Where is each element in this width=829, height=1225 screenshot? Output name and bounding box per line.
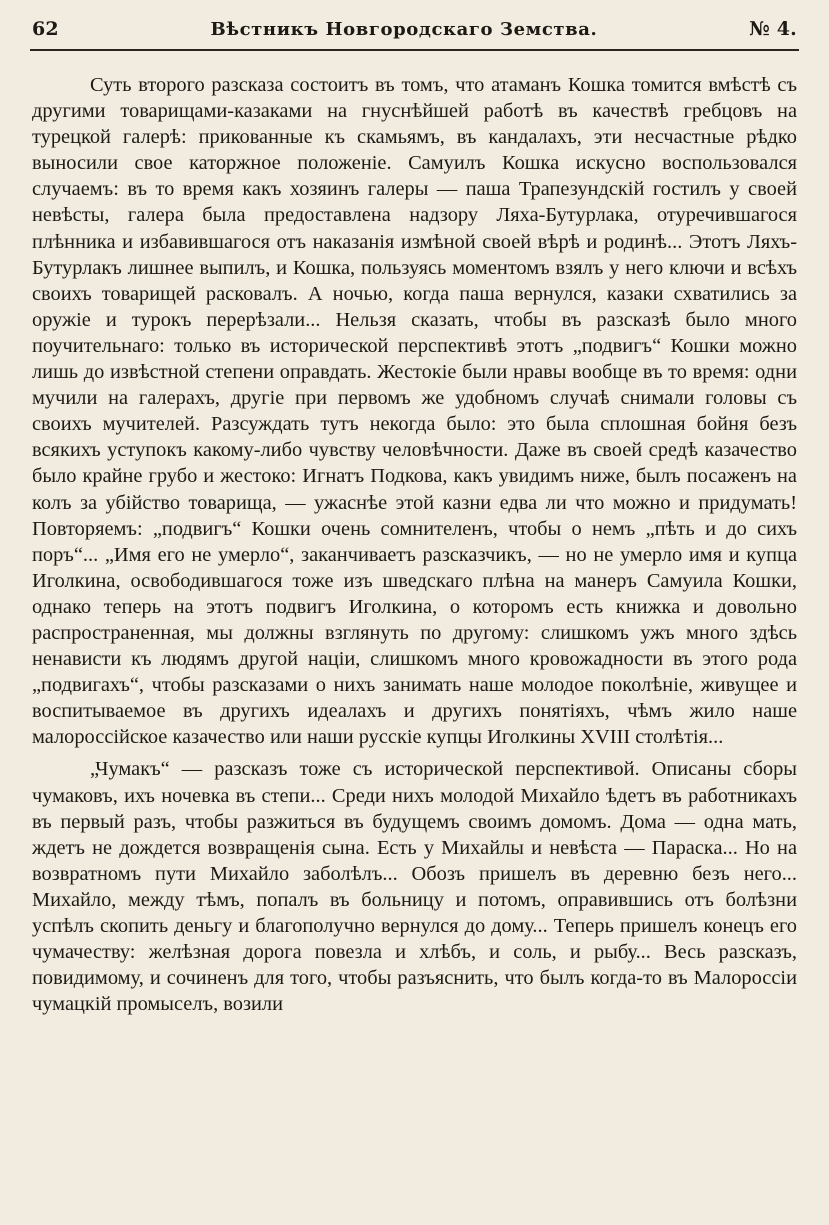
body-text bbox=[32, 72, 797, 1017]
page-number: 62 bbox=[32, 18, 59, 40]
header-rule bbox=[30, 49, 799, 51]
running-head bbox=[32, 18, 797, 48]
journal-title: Вѣстникъ Новгородскаго Земства. bbox=[210, 19, 598, 40]
paragraph-1: Суть второго разсказа состоитъ въ томъ, что атаманъ Кошка томится вмѣстѣ съ другими товарищами-казаками на гнуснѣйшей работѣ въ качествѣ гребцовъ на турецкой галерѣ: прикованные къ скамьямъ, въ кандалахъ, эти несчастные рѣдко выносили свое каторжное положеніе. Самуилъ Кошка искусно воспользовался случаемъ: въ то время какъ хозяинъ галеры — паша Трапезундскій гостилъ у своей невѣсты, галера была предоставлена надзору Ляха-Бутурлака, отуречившагося плѣнника и избавившагося отъ наказанія измѣной своей вѣрѣ и родинѣ... Этотъ Ляхъ-Бутурлакъ лишнее выпилъ, и Кошка, пользуясь моментомъ взялъ у него ключи и всѣхъ своихъ товарищей расковалъ. А ночью, когда паша вернулся, казаки схватились за оружіе и турокъ перерѣзали... Нельзя сказать, чтобы въ разсказѣ было много поучительнаго: только въ исторической перспективѣ этотъ „подвигъ“ Кошки можно лишь до извѣстной степени оправдать. Жестокіе были нравы вообще въ то время: одни мучили на галерахъ, другіе при первомъ же удобномъ случаѣ снимали головы съ своихъ мучителей. Разсуждать тутъ некогда было: это была сплошная бойня безъ всякихъ уступокъ какому-либо чувству человѣчности. Даже въ своей средѣ казачество было крайне грубо и жестоко: Игнатъ Подкова, какъ увидимъ ниже, былъ посаженъ на колъ за убійство товарища, — ужаснѣе этой казни едва ли что можно и придумать! Повторяемъ: „подвигъ“ Кошки очень сомнителенъ, чтобы о немъ „пѣть и до сихъ поръ“... „Имя его не умерло“, заканчиваетъ разсказчикъ, — но не умерло имя и купца Иголкина, освободившагося тоже изъ шведскаго плѣна на манеръ Самуила Кошки, однако теперь на этотъ подвигъ Иголкина, о которомъ есть книжка и довольно распространенная, мы должны взглянуть по другому: слишкомъ ужъ много здѣсь ненависти къ людямъ другой націи, слишкомъ много кровожадности въ этого рода „подвигахъ“, чтобы разсказами о нихъ занимать наше молодое поколѣніе, живущее и воспитываемое въ другихъ идеалахъ и другихъ понятіяхъ, чѣмъ жило наше малороссійское казачество или наши русскіе купцы Иголкины XVIII столѣтія... bbox=[32, 74, 797, 749]
issue-number: № 4. bbox=[749, 18, 797, 40]
paragraph-2: „Чумакъ“ — разсказъ тоже съ исторической перспективой. Описаны сборы чумаковъ, ихъ ночевка въ степи... Среди нихъ молодой Михайло ѣдетъ въ работникахъ въ первый разъ, чтобы разжиться въ будущемъ своимъ домомъ. Дома — одна мать, ждетъ не дождется возвращенія сына. Есть у Михайлы и невѣста — Параска... Но на возвратномъ пути Михайло заболѣлъ... Обозъ пришелъ въ деревню безъ него... Михайло, между тѣмъ, попалъ въ больницу и потомъ, оправившись отъ болѣзни успѣлъ скопить деньгу и благополучно вернулся до дому... Теперь пришелъ конецъ его чумачеству: желѣзная дорога повезла и хлѣбъ, и соль, и рыбу... Весь разсказъ, повидимому, и сочиненъ для того, чтобы разъяснить, что былъ когда-то въ Малороссіи чумацкій промыселъ, возили bbox=[32, 758, 797, 1016]
